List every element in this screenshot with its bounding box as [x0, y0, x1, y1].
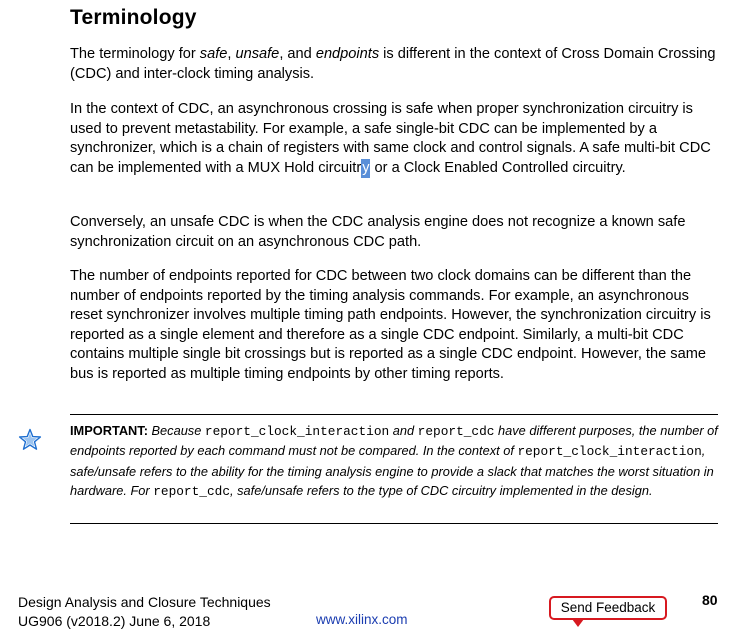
text-cursor-highlight: y [361, 159, 370, 179]
command-report-clock-interaction: report_clock_interaction [517, 444, 702, 460]
footer-doc-title: Design Analysis and Closure Techniques [18, 594, 271, 610]
command-report-cdc: report_cdc [153, 484, 231, 500]
feedback-bubble-tail [572, 619, 584, 627]
star-icon [18, 428, 42, 452]
page-number: 80 [702, 592, 718, 608]
paragraph-cdc-safe: In the context of CDC, an asynchronous crossing is safe when proper synchronization circuitry is used to prevent metastability. For example, a safe single-bit CDC can be implemented by a synchronizer, which is a chain of registers with same clock and control signals. A safe multi-bit CDC can be implemented with a MUX Hold circuitry or a Clock Enabled Controlled circuitry. [70, 100, 720, 178]
footer-doc-id: UG906 (v2018.2) June 6, 2018 [18, 613, 211, 629]
important-note [70, 414, 718, 524]
command-report-cdc: report_cdc [417, 424, 495, 439]
command-report-clock-interaction: report_clock_interaction [204, 424, 390, 439]
paragraph-cdc-unsafe: Conversely, an unsafe CDC is when the CDC analysis engine does not recognize a known safe synchronization circuit on an asynchronous CDC path. [70, 214, 686, 250]
paragraph-endpoints: The number of endpoints reported for CDC between two clock domains can be different than the number of endpoints reported by the timing analysis commands. For example, an asynchronous reset synchronizer involves multiple timing path endpoints. However, the synchronization circuitry is reported as a single element and therefore as a single CDC endpoint. Similarly, a multi-bit CDC contains multiple single bit crossings but is reported as a single CDC endpoint. However, the same bus is reported as multiple timing endpoints by other timing reports. [70, 268, 711, 382]
important-label: IMPORTANT: [70, 423, 148, 438]
footer-website-link[interactable]: www.xilinx.com [316, 612, 408, 627]
paragraph-terminology: The terminology for safe, unsafe, and endpoints is different in the context of Cross Domain Crossing (CDC) and inter-clock timing analysis. [70, 46, 716, 82]
send-feedback-button[interactable]: Send Feedback [549, 596, 667, 620]
footer-doc-info [18, 593, 271, 631]
important-note-text: IMPORTANT: Because report_clock_interaction and report_cdc have different purposes, the number of endpoints reported by each command must not be compared. In the context of report_clock_interaction, safe/unsafe refers to the ability for the timing analysis engine to provide a slack that matches the worst situation in hardware. For report_cdc, safe/unsafe refers to the type of CDC circuitry implemented in the design. [70, 423, 718, 500]
section-heading: Terminology [70, 6, 197, 29]
